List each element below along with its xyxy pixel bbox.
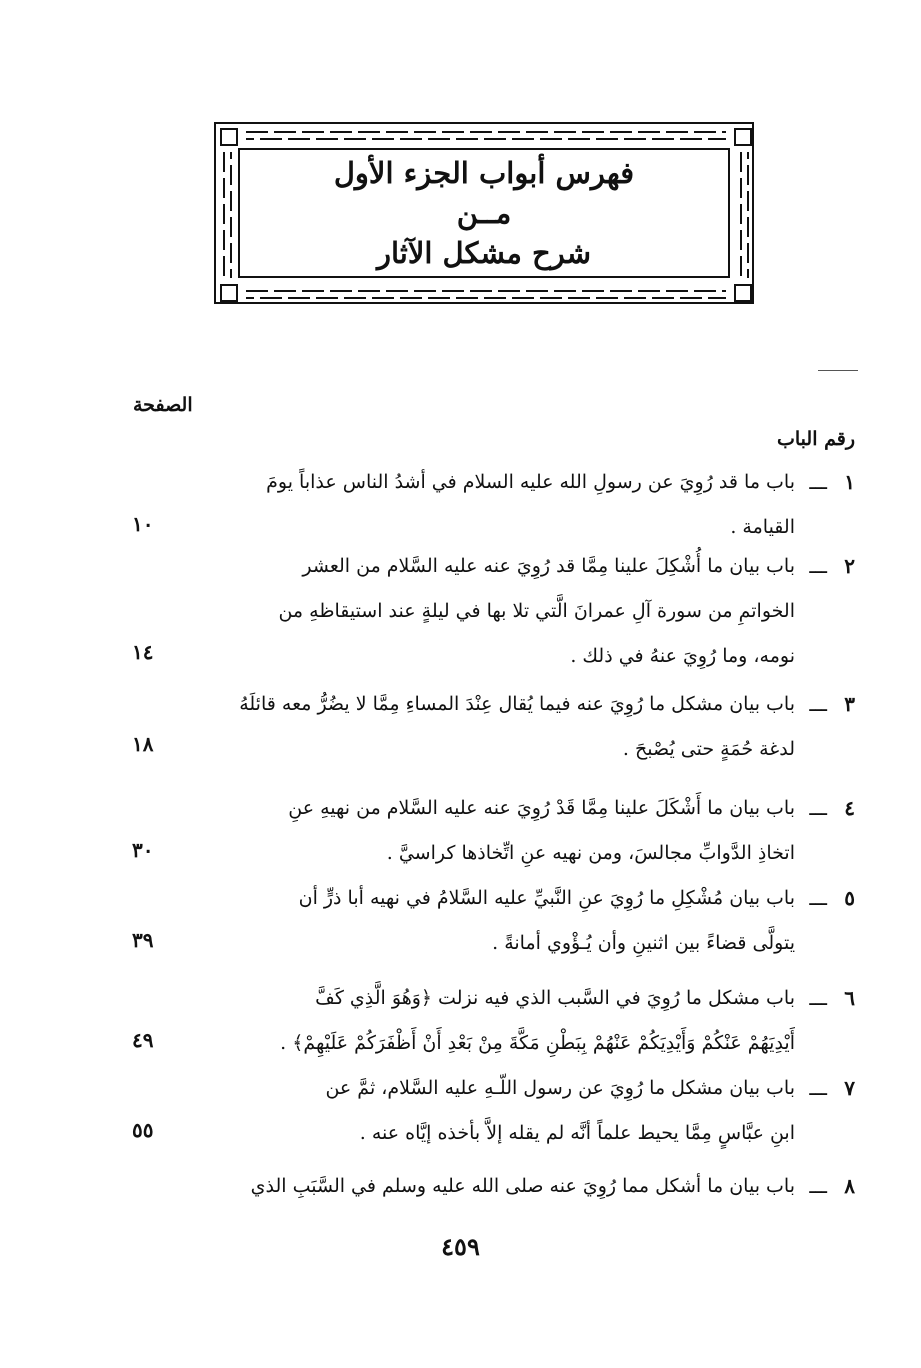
title-line-2: مــن [456,196,512,230]
entry-dash: ـــ [809,986,827,1010]
entry-line: باب بيان مُشْكِلِ ما رُوِيَ عنِ النَّبيِّ عليه السَّلامُ في نهيه أبا ذرٍّ أن [298,887,795,909]
title-box [214,122,754,304]
entry-text [200,876,795,966]
entry-dash: ـــ [809,692,827,716]
toc-entry-3 [132,682,855,772]
entry-text [200,976,795,1066]
entry-line: أَيْدِيَهُمْ عَنْكُمْ وَأَيْدِيَكُمْ عَنْهُمْ بِبَطْنِ مَكَّةَ مِنْ بَعْدِ أَنْ أَظْفَرَكُمْ عَلَيْهِمْ﴾ . [280,1032,795,1054]
entry-dash: ـــ [809,886,827,910]
entry-line: الخواتمِ من سورة آلِ عمرانَ الَّتي تلا بها في ليلةٍ عند استيقاظهِ من [278,600,795,622]
toc-entry-4 [132,786,855,876]
entry-page: ١٤ [132,640,154,664]
entry-number: ٣ [844,692,855,716]
entry-text [200,460,795,550]
entry-number: ٧ [844,1076,855,1100]
divider [818,370,858,371]
entry-number: ٢ [844,554,855,578]
entry-number: ٦ [844,986,855,1010]
entry-dash: ـــ [809,1174,827,1198]
title-line-1: فهرس أبواب الجزء الأول [333,156,635,190]
title-line-3: شرح مشكل الآثار [376,236,592,270]
entry-line: القيامة . [730,516,795,538]
entry-page: ١٨ [132,732,154,756]
page-number: ٤٥٩ [441,1232,480,1261]
toc-entry-6 [132,976,855,1066]
toc-entry-8 [150,1164,855,1209]
entry-dash: ـــ [809,554,827,578]
entry-page: ١٠ [132,512,154,536]
entry-dash: ـــ [809,796,827,820]
toc-entry-7 [132,1066,855,1156]
entry-dash: ـــ [809,470,827,494]
entry-line: ابنِ عبَّاسٍ مِمَّا يحيط علماً أنَّه لم يقله إلاَّ بأخذه إيَّاه عنه . [359,1122,795,1144]
entry-line: باب بيان ما أُشْكِلَ علينا مِمَّا قد رُوِيَ عنه عليه السَّلام من العشر [302,555,795,577]
chapter-column-header: رقم الباب [777,428,855,450]
entry-number: ٥ [844,886,855,910]
entry-line: نومه، وما رُوِيَ عنهُ في ذلك . [570,645,795,667]
entry-number: ٤ [844,796,855,820]
toc-entry-1 [132,460,855,550]
entry-page: ٥٥ [132,1118,154,1142]
entry-page: ٣٩ [132,928,154,952]
entry-text [200,1164,795,1209]
entry-line: باب بيان مشكل ما رُوِيَ عنه فيما يُقال عِنْدَ المساءِ مِمَّا لا يضُرُّ معه قائلَهُ [239,693,795,715]
toc-entry-5 [132,876,855,966]
entry-line: باب ما قد رُوِيَ عن رسولِ الله عليه السلام في أشدُ الناس عذاباً يومَ [266,471,795,493]
toc-entry-2 [132,544,855,679]
entry-text [200,682,795,772]
entry-text [200,1066,795,1156]
entry-line: باب مشكل ما رُوِيَ في السَّبب الذي فيه نزلت ﴿وَهُوَ الَّذِي كَفَّ [315,987,795,1009]
entry-text [200,786,795,876]
title-block [216,124,752,302]
entry-line: لدغة حُمَةٍ حتى يُصْبحَ . [622,738,795,760]
page-column-header: الصفحة [133,394,193,416]
entry-line: باب بيان مشكل ما رُوِيَ عن رسول اللّـهِ عليه السَّلام، ثمَّ عن [325,1077,795,1099]
entry-line: يتولَّى قضاءً بين اثنينِ وأن يُـؤْوي أمانةً . [492,932,795,954]
entry-line: باب بيان ما أَشْكَلَ علينا مِمَّا قَدْ رُوِيَ عنه عليه السَّلام من نهيهِ عنِ [288,797,795,819]
entry-page: ٤٩ [132,1028,154,1052]
entry-text [200,544,795,679]
entry-number: ٨ [844,1174,855,1198]
entry-line: اتخاذِ الدَّوابِّ مجالسَ، ومن نهيه عنِ اتِّخاذها كراسيَّ . [386,842,795,864]
entry-page: ٣٠ [132,838,154,862]
entry-line: باب بيان ما أشكل مما رُوِيَ عنه صلى الله عليه وسلم في السَّبَبِ الذي [250,1175,795,1197]
entry-number: ١ [844,470,855,494]
entry-dash: ـــ [809,1076,827,1100]
